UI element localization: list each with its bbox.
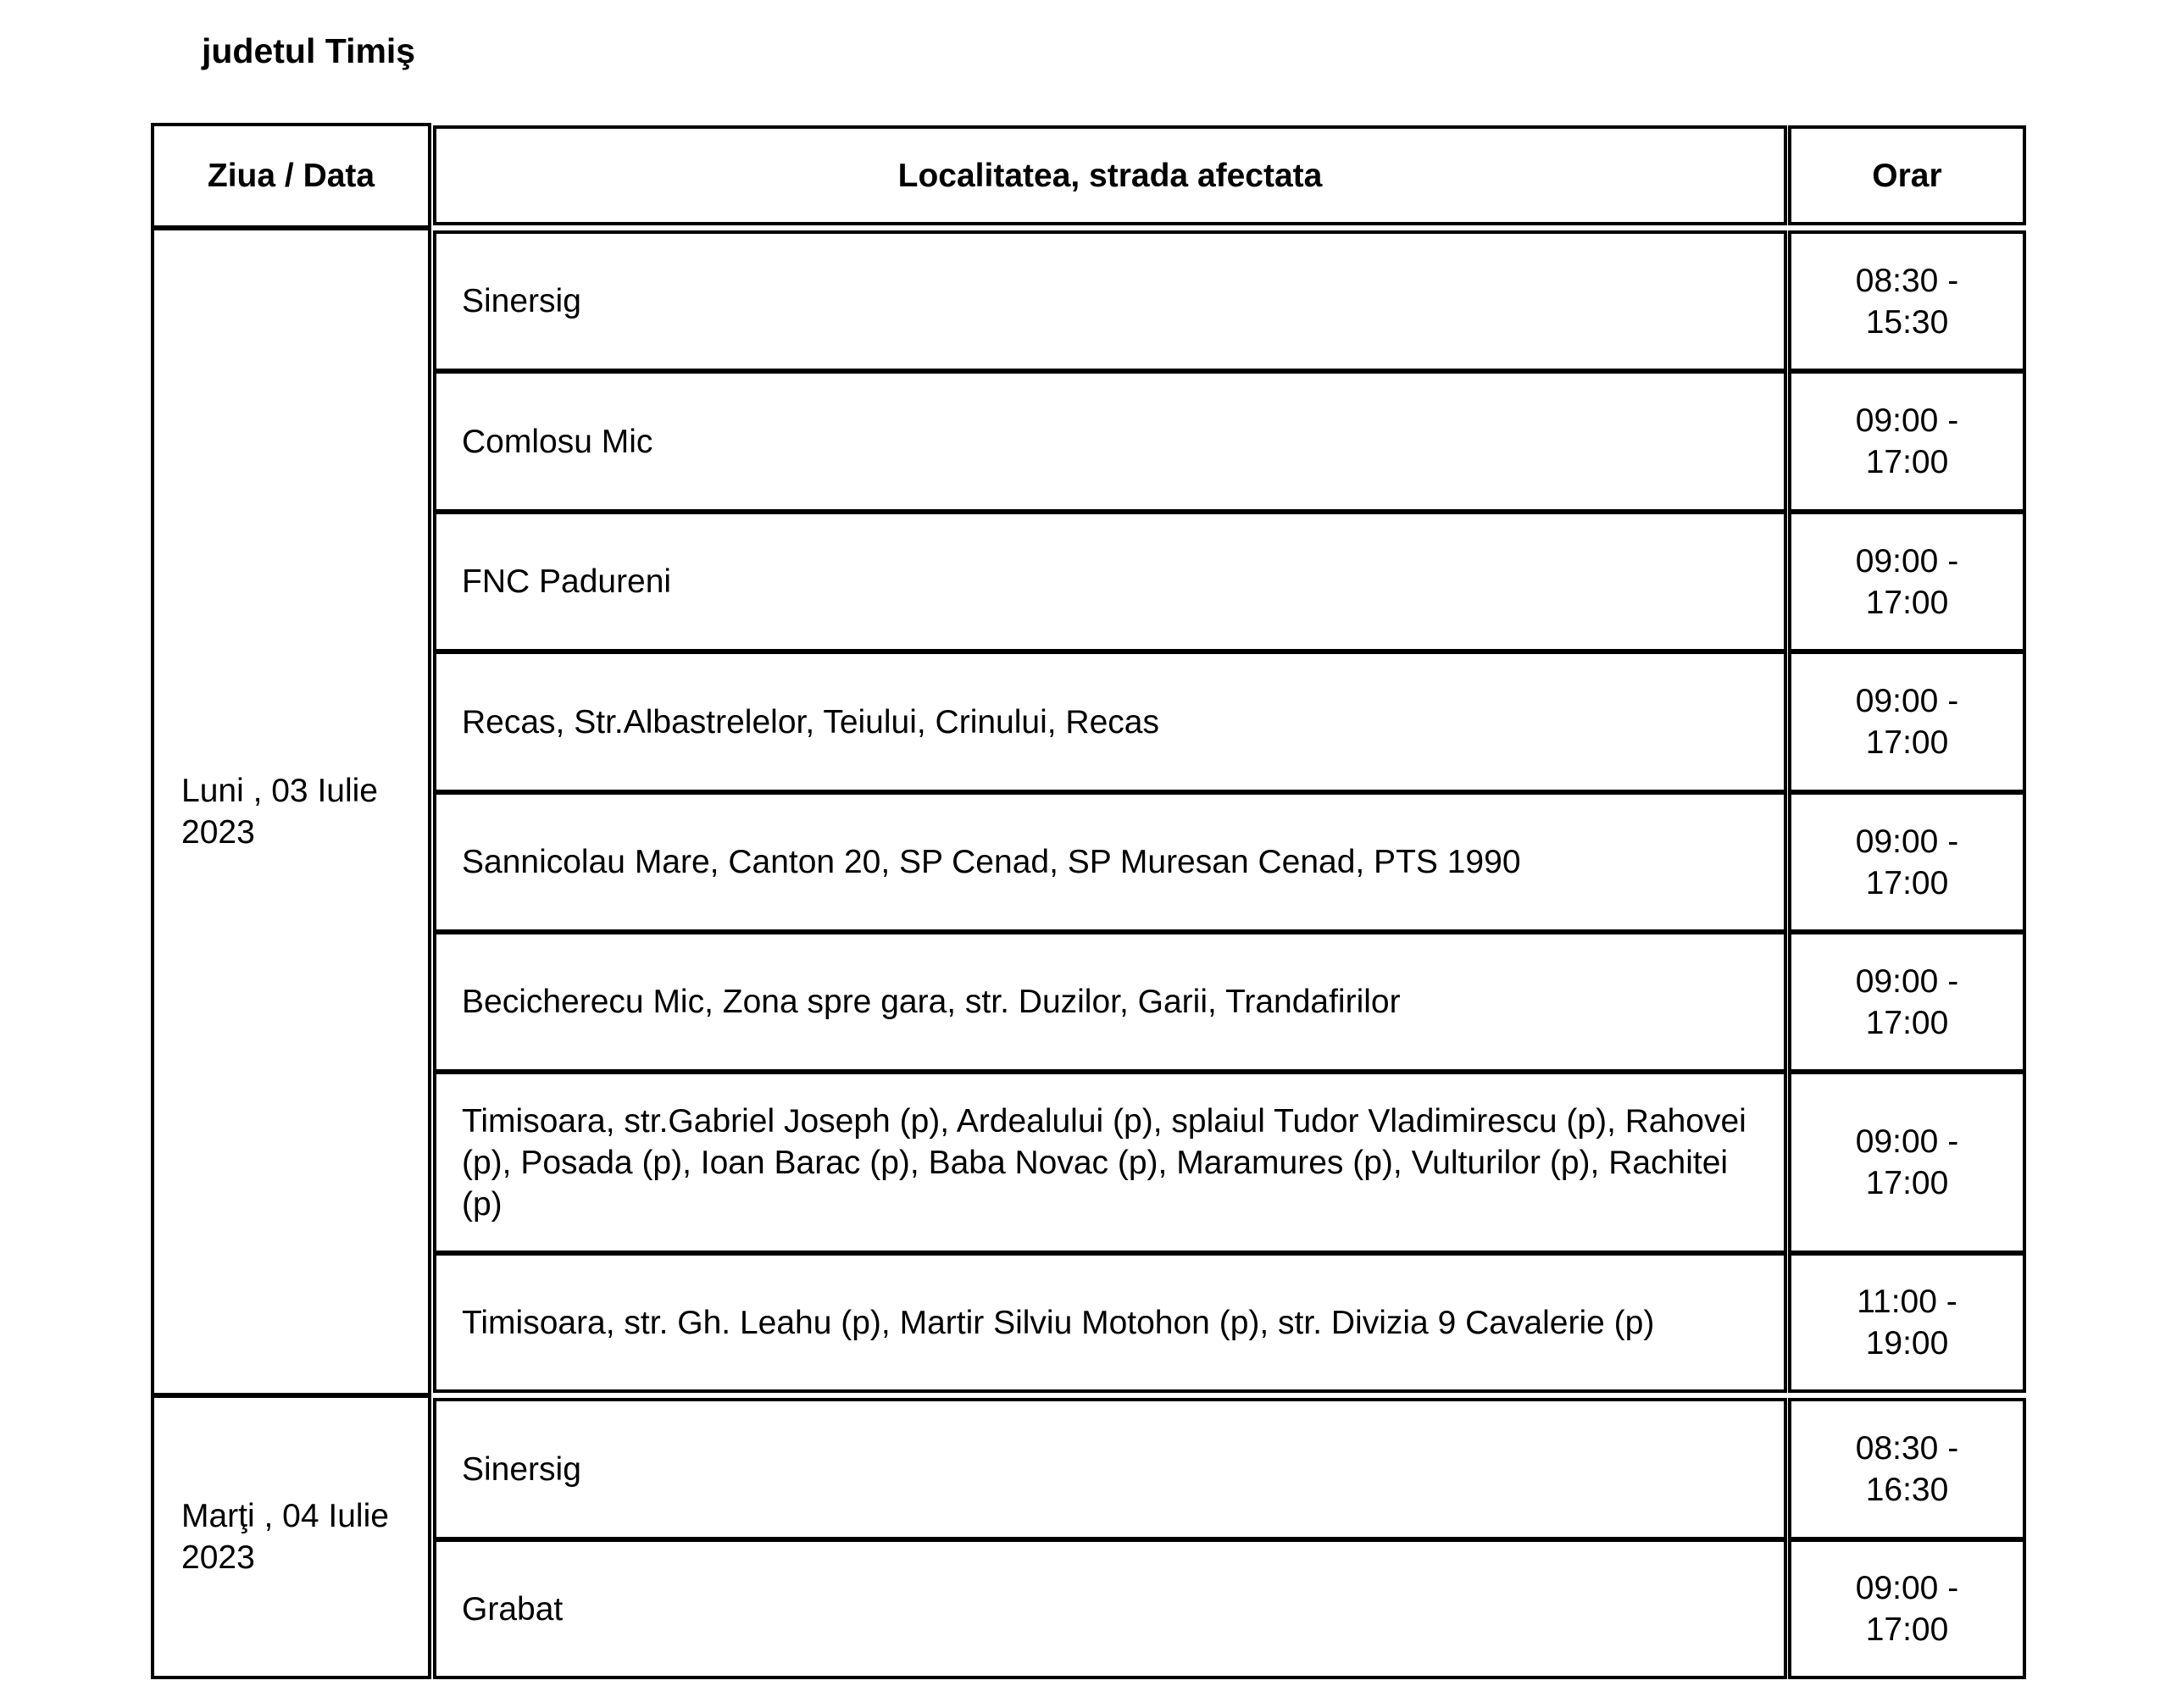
- location-text: Timisoara, str.Gabriel Joseph (p), Ardealului (p), splaiul Tudor Vladimirescu (p), Rahovei (p), Posada (p), Ioan Barac (p), Baba Novac (p), Maramures (p), Vulturilor (p), Rachitei (p): [462, 1102, 1746, 1223]
- time-text: 09:00 - 17:00: [1855, 542, 1959, 621]
- day-label: Marţi , 04 Iulie 2023: [181, 1498, 389, 1576]
- header-location-label: Localitatea, strada afectata: [897, 157, 1323, 194]
- header-schedule-label: Orar: [1872, 157, 1942, 194]
- location-cell: [433, 651, 1787, 793]
- time-text: 09:00 - 17:00: [1855, 1123, 1959, 1201]
- time-text: 09:00 - 17:00: [1855, 823, 1959, 901]
- time-cell: [1788, 230, 2026, 372]
- location-cell: [433, 1071, 1787, 1254]
- time-text: 09:00 - 17:00: [1855, 962, 1959, 1041]
- time-cell: [1788, 1539, 2026, 1679]
- time-text: 09:00 - 17:00: [1855, 402, 1959, 480]
- location-cell: [433, 370, 1787, 513]
- location-cell: [433, 1252, 1787, 1393]
- location-cell: [433, 230, 1787, 372]
- time-text: 11:00 - 19:00: [1857, 1284, 1957, 1361]
- time-cell: [1788, 1398, 2026, 1540]
- header-schedule: [1788, 125, 2026, 225]
- location-cell: [433, 931, 1787, 1073]
- time-cell: [1788, 511, 2026, 652]
- location-cell: [433, 511, 1787, 652]
- location-text: Comlosu Mic: [462, 423, 653, 460]
- page-title: judetul Timiş: [202, 31, 416, 70]
- time-cell: [1788, 931, 2026, 1073]
- day-label: Luni , 03 Iulie 2023: [181, 773, 379, 851]
- location-text: Sinersig: [462, 1450, 581, 1488]
- time-text: 09:00 - 17:00: [1855, 1570, 1959, 1648]
- day-cell: [151, 227, 431, 1396]
- header-location: [433, 125, 1787, 225]
- location-text: Becicherecu Mic, Zona spre gara, str. Duzilor, Garii, Trandafirilor: [462, 984, 1401, 1020]
- time-text: 08:30 - 16:30: [1855, 1430, 1959, 1508]
- location-text: Sinersig: [462, 283, 581, 319]
- location-cell: [433, 791, 1787, 933]
- time-cell: [1788, 1252, 2026, 1393]
- header-day: [151, 123, 431, 229]
- time-cell: [1788, 1071, 2026, 1254]
- location-text: Grabat: [462, 1590, 564, 1628]
- time-text: 08:30 - 15:30: [1855, 262, 1959, 341]
- location-text: Timisoara, str. Gh. Leahu (p), Martir Silviu Motohon (p), str. Divizia 9 Cavalerie (p): [462, 1304, 1655, 1341]
- location-text: Recas, Str.Albastrelelor, Teiului, Crinului, Recas: [462, 703, 1159, 740]
- location-text: Sannicolau Mare, Canton 20, SP Cenad, SP Muresan Cenad, PTS 1990: [462, 844, 1521, 880]
- location-cell: [433, 1539, 1787, 1679]
- header-day-label: Ziua / Data: [207, 158, 375, 194]
- location-text: FNC Padureni: [462, 563, 672, 600]
- location-cell: [433, 1398, 1787, 1540]
- time-cell: [1788, 370, 2026, 513]
- time-cell: [1788, 651, 2026, 793]
- day-cell: [151, 1395, 431, 1679]
- time-cell: [1788, 791, 2026, 933]
- time-text: 09:00 - 17:00: [1855, 683, 1959, 761]
